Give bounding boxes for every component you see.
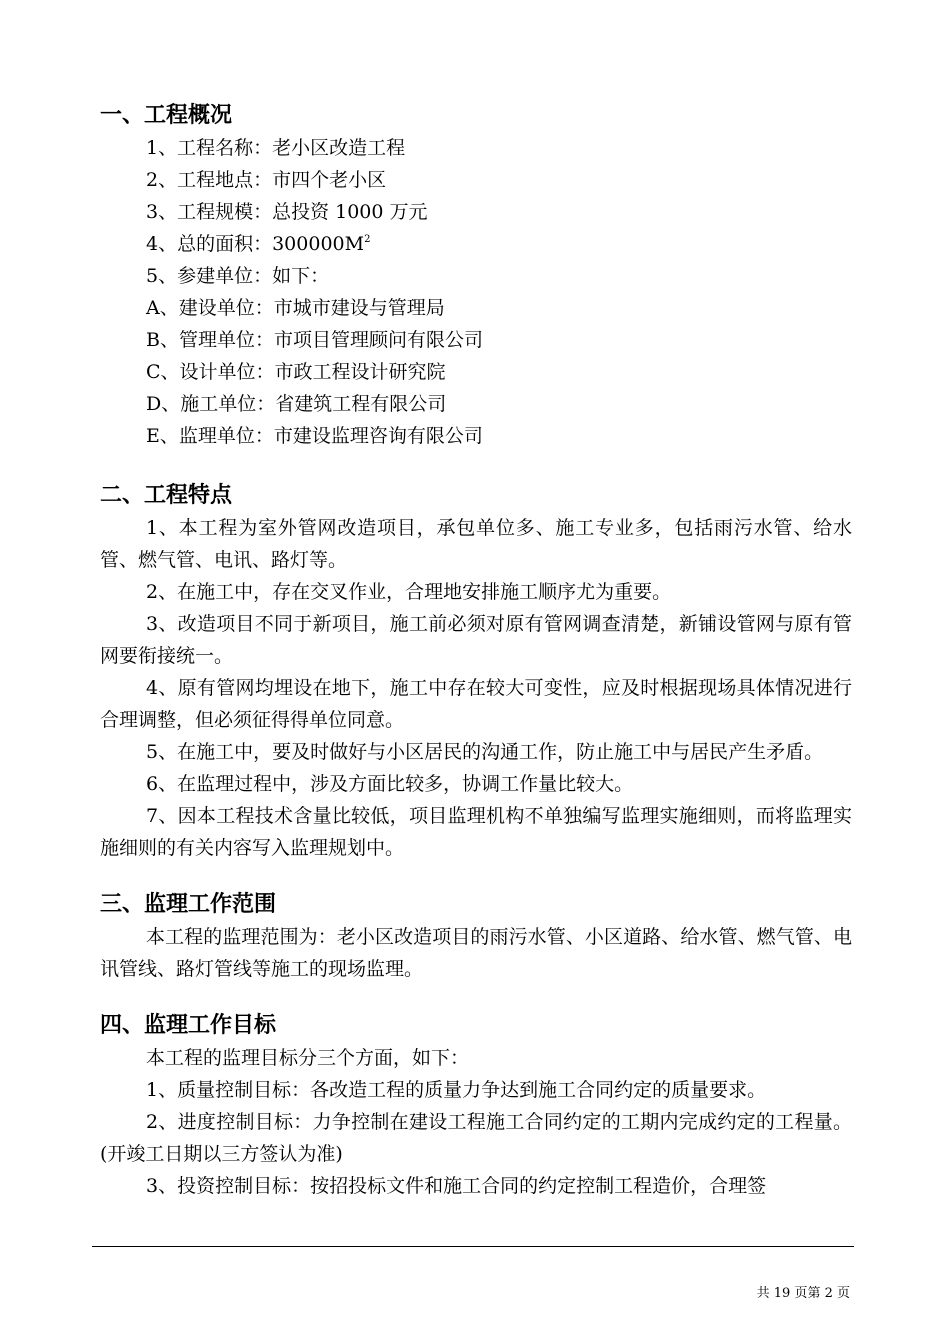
paragraph: 3、改造项目不同于新项目，施工前必须对原有管网调查清楚，新铺设管网与原有管网要衔接统一。 bbox=[100, 613, 852, 667]
paragraph: 2、进度控制目标：力争控制在建设工程施工合同约定的工期内完成约定的工程量。(开竣工日期以三方签认为准) bbox=[100, 1111, 852, 1165]
paragraph: 2、在施工中，存在交叉作业，合理地安排施工顺序尤为重要。 bbox=[146, 581, 672, 603]
footer-divider bbox=[92, 1246, 854, 1247]
paragraph: 3、投资控制目标：按招投标文件和施工合同的约定控制工程造价，合理签 bbox=[146, 1175, 767, 1197]
paragraph: 6、在监理过程中，涉及方面比较多，协调工作量比较大。 bbox=[146, 773, 634, 795]
list-item: 1、工程名称：老小区改造工程 bbox=[146, 137, 406, 159]
list-item: 3、工程规模：总投资 1000 万元 bbox=[146, 201, 428, 223]
paragraph: 7、因本工程技术含量比较低，项目监理机构不单独编写监理实施细则，而将监理实施细则的有关内容写入监理规划中。 bbox=[100, 805, 852, 859]
section-spacer bbox=[100, 452, 852, 480]
list-item: B、管理单位：市项目管理顾问有限公司 bbox=[146, 329, 483, 351]
section-heading-features: 二、工程特点 bbox=[100, 483, 233, 508]
list-item: C、设计单位：市政工程设计研究院 bbox=[146, 361, 446, 383]
paragraph: 1、本工程为室外管网改造项目，承包单位多、施工专业多，包括雨污水管、给水管、燃气管、电讯、路灯等。 bbox=[100, 517, 852, 571]
list-item: A、建设单位：市城市建设与管理局 bbox=[146, 297, 445, 319]
section-heading-objectives: 四、监理工作目标 bbox=[100, 1013, 277, 1038]
list-item: D、施工单位：省建筑工程有限公司 bbox=[146, 393, 447, 415]
list-item: 2、工程地点：市四个老小区 bbox=[146, 169, 387, 191]
paragraph: 5、在施工中，要及时做好与小区居民的沟通工作，防止施工中与居民产生矛盾。 bbox=[146, 741, 824, 763]
paragraph: 4、原有管网均埋设在地下，施工中存在较大可变性，应及时根据现场具体情况进行合理调整，但必须征得得单位同意。 bbox=[100, 677, 852, 731]
area-superscript: 2 bbox=[364, 234, 371, 245]
paragraph: 本工程的监理范围为：老小区改造项目的雨污水管、小区道路、给水管、燃气管、电讯管线、路灯管线等施工的现场监理。 bbox=[100, 926, 852, 980]
section-heading-overview: 一、工程概况 bbox=[100, 103, 233, 128]
paragraph: 1、质量控制目标：各改造工程的质量力争达到施工合同约定的质量要求。 bbox=[146, 1079, 767, 1101]
list-item: E、监理单位：市建设监理咨询有限公司 bbox=[146, 425, 483, 447]
section-spacer bbox=[100, 864, 852, 889]
section-spacer bbox=[100, 985, 852, 1010]
paragraph: 本工程的监理目标分三个方面，如下： bbox=[146, 1047, 470, 1069]
list-item-area bbox=[100, 228, 852, 260]
document-body bbox=[100, 100, 852, 1202]
page-number: 共 19 页第 2 页 bbox=[756, 1286, 850, 1301]
section-heading-scope: 三、监理工作范围 bbox=[100, 892, 277, 917]
area-text: 4、总的面积：300000M bbox=[146, 233, 365, 255]
list-item: 5、参建单位：如下： bbox=[146, 265, 330, 287]
